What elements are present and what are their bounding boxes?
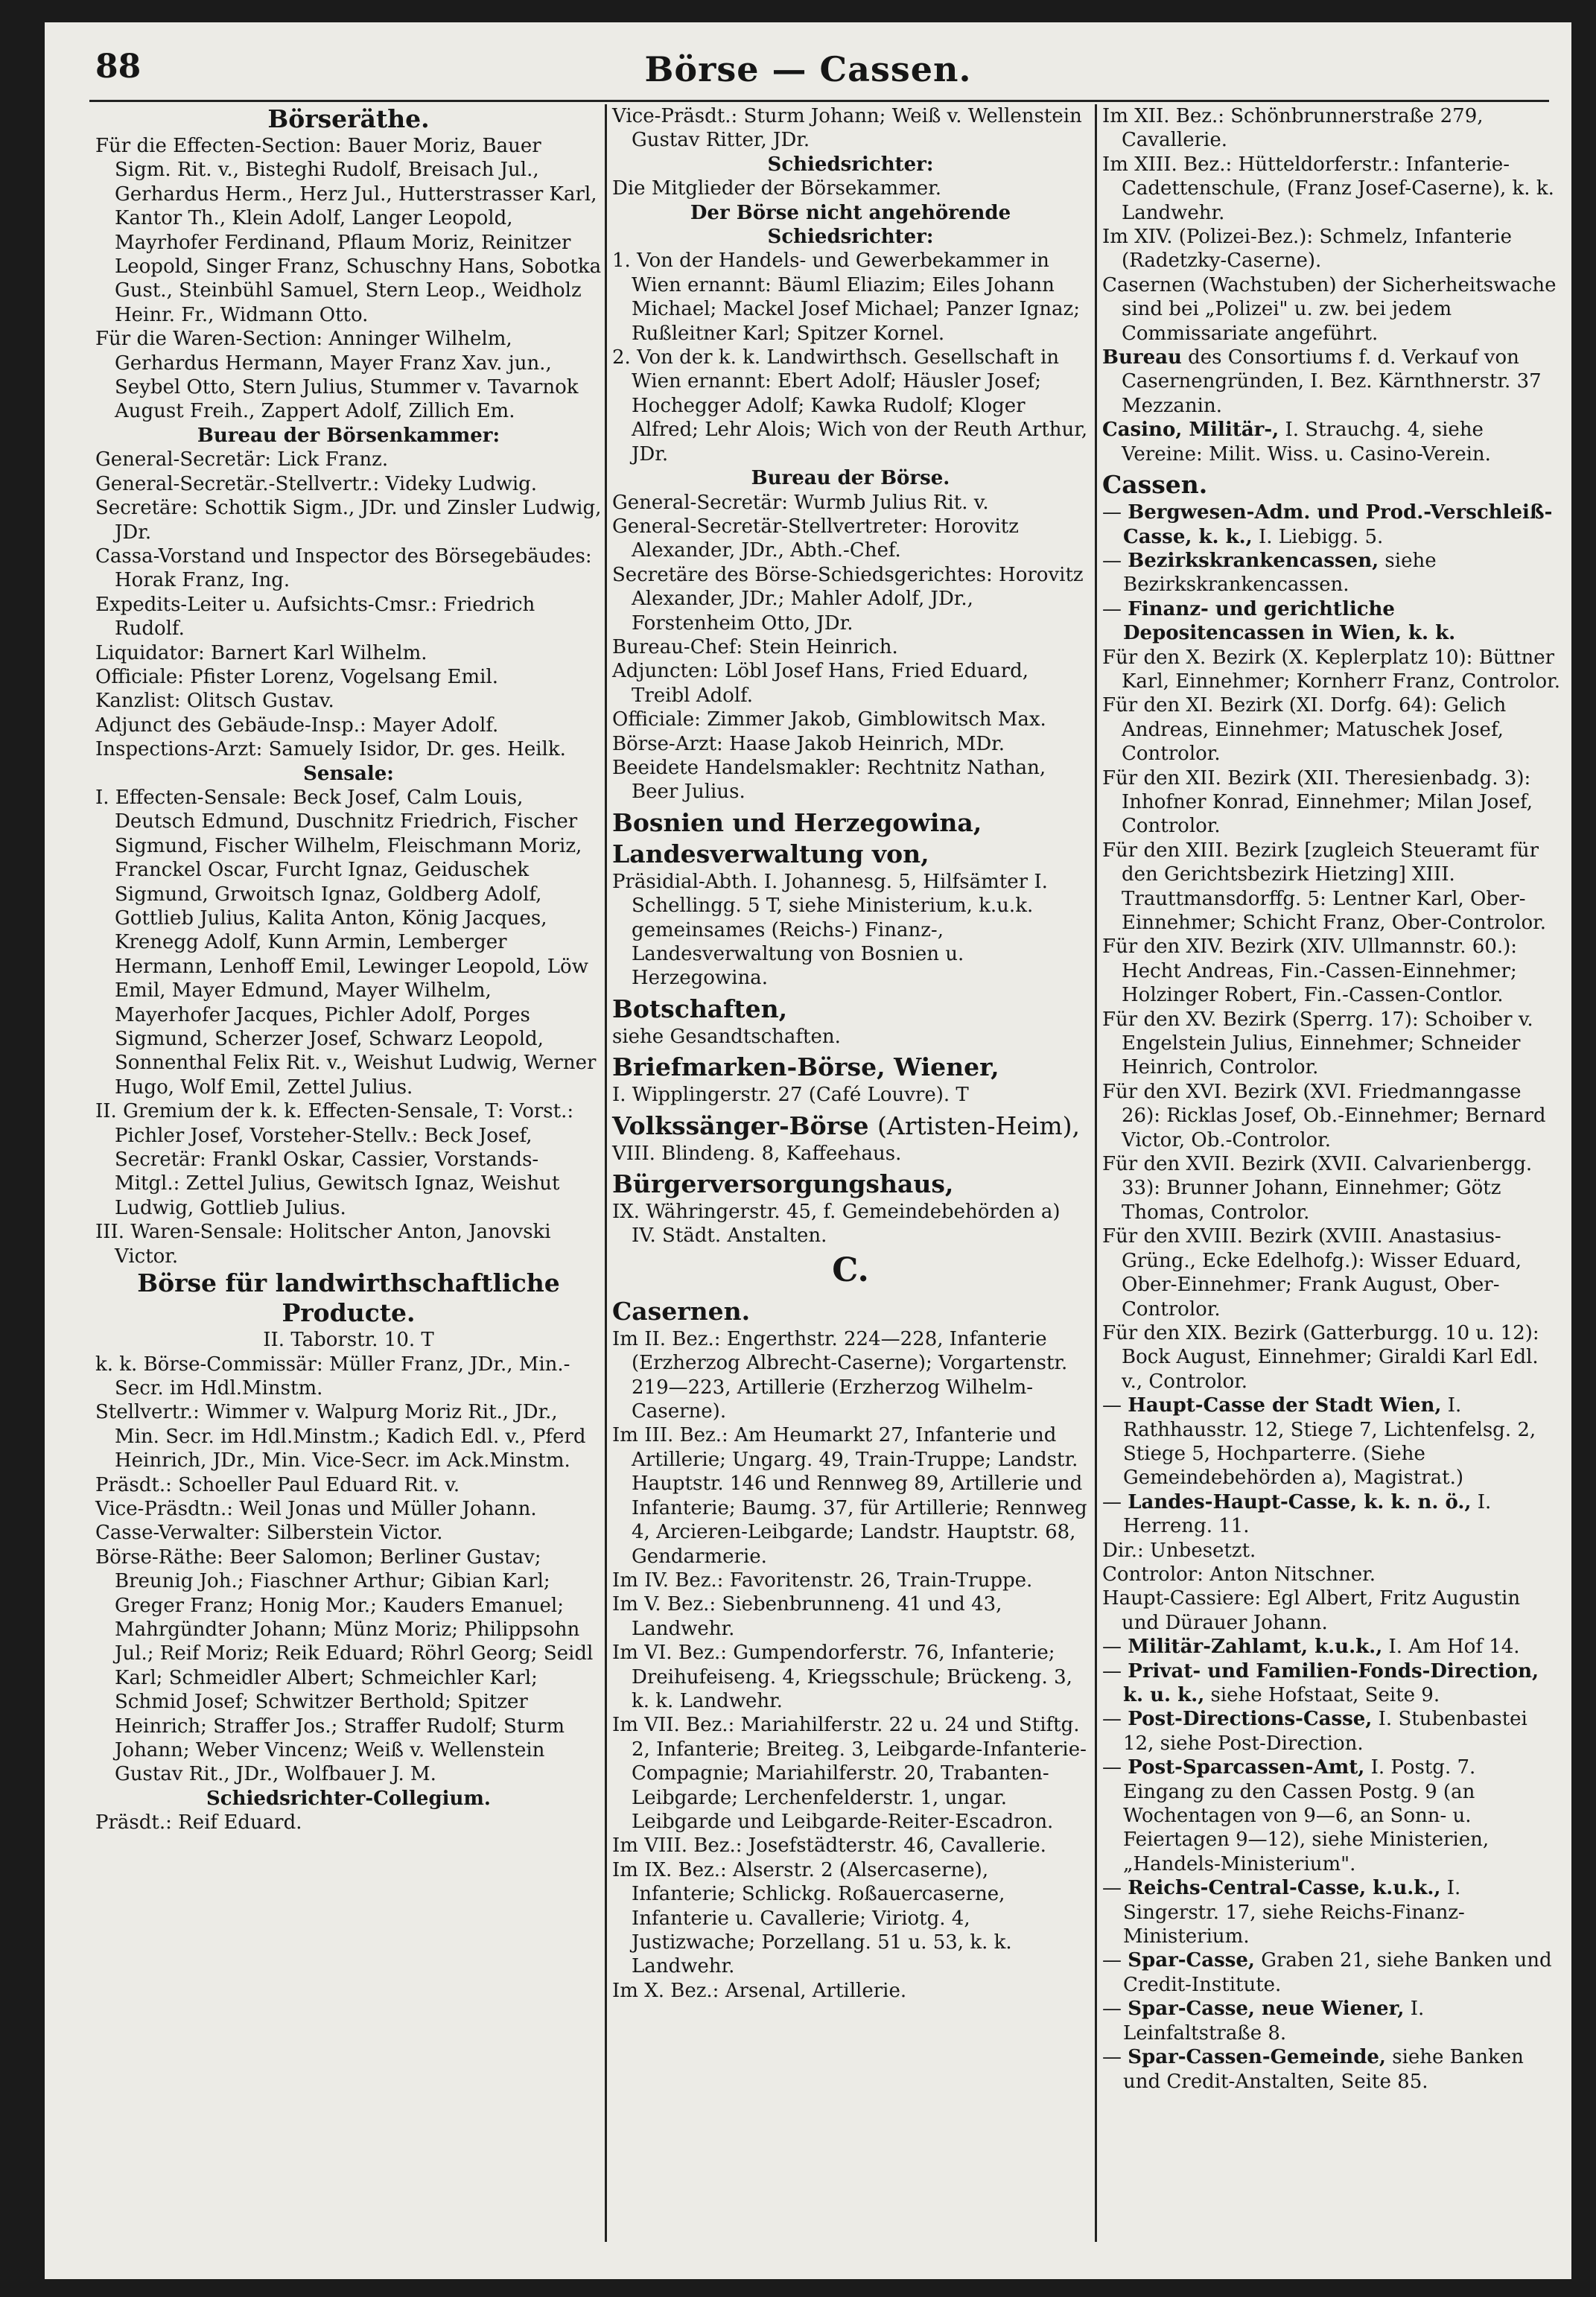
entry: Officiale: Zimmer Jakob, Gimblowitsch Max. <box>612 708 1046 731</box>
section-heading: Börse für landwirthschaftliche Producte. <box>137 1268 560 1328</box>
entry <box>1102 1490 1562 1539</box>
entry: siehe Gesandtschaften. <box>612 1025 841 1048</box>
entry: Für den XVI. Bezirk (XVI. Friedmanngasse 26): Ricklas Josef, Ob.-Einnehmer; Bernard Victor, Ob.-Controlor. <box>1102 1080 1546 1151</box>
heading-lead: Volkssänger-Börse <box>612 1111 869 1140</box>
entry <box>1102 501 1562 549</box>
entry: Casse-Verwalter: Silberstein Victor. <box>95 1522 443 1545</box>
entry-text: des Consortiums f. d. Verkauf von Casernengründen, I. Bez. Kärnthnerstr. 37 Mezzanin. <box>1122 346 1542 417</box>
entry: Präsdt.: Schoeller Paul Eduard Rit. v. <box>95 1473 460 1496</box>
entry: Stellvertr.: Wimmer v. Walpurg Moriz Rit., JDr., Min. Secr. im Hdl.Minstm.; Kadich Edl. v., Pferd Heinrich, JDr., Min. Vice-Secr. im Ack.Minstm. <box>95 1401 586 1472</box>
entry: General-Secretär: Lick Franz. <box>95 448 389 471</box>
entry: Casernen (Wachstuben) der Sicherheitswache sind bei „Polizei" u. zw. bei jedem Commissariate angeführt. <box>1102 273 1557 345</box>
subsection-heading: Bureau der Börse. <box>751 467 950 490</box>
entry-text: I. Postg. 7. Eingang zu den Cassen Postg. 9 (an Wochentagen von 9—6, an Sonn- u. Feiertagen 9—12), siehe Ministerien, „Handels-Ministerium". <box>1123 1756 1490 1875</box>
section-heading <box>612 1111 1089 1142</box>
entry: Inspections-Arzt: Samuely Isidor, Dr. ges. Heilk. <box>95 738 566 761</box>
entry: I. Effecten-Sensale: Beck Josef, Calm Louis, Deutsch Edmund, Duschnitz Friedrich, Fischer Sigmund, Fischer Wilhelm, Fleischmann Moriz, Franckel Oscar, Furcht Ignaz, Geiduschek Sigmund, Grwoitsch Ignaz, Goldberg Adolf, Gottlieb Julius, Kalita Anton, König Jacques, Krenegg Adolf, Kunn Armin, Lemberger Hermann, Lenhoff Emil, Lewinger Leopold, Löw Emil, Mayer Edmund, Mayer Wilhelm, Mayerhofer Jacques, Pichler Adolf, Porges Sigmund, Scherzer Josef, Schwarz Leopold, Sonnenthal Felix Rit. v., Weishut Ludwig, Werner Hugo, Wolf Emil, Zettel Julius. <box>95 786 597 1099</box>
entry: Für den XII. Bezirk (XII. Theresienbadg. 3): Inhofner Konrad, Einnehmer; Milan Josef, Controlor. <box>1102 766 1533 838</box>
entry: Für den XIII. Bezirk [zugleich Steueramt für den Gerichtsbezirk Hietzing] XIII. Trauttmansdorffg. 5: Lentner Karl, Ober-Einnehmer; Schicht Franz, Ober-Controlor. <box>1102 839 1546 934</box>
entry <box>1102 1997 1562 2045</box>
subsection-heading: Bureau der Börsenkammer: <box>197 424 500 447</box>
entry: Im X. Bez.: Arsenal, Artillerie. <box>612 1979 907 2002</box>
entry: Liquidator: Barnert Karl Wilhelm. <box>95 641 427 664</box>
entry: Expedits-Leiter u. Aufsichts-Cmsr.: Friedrich Rudolf. <box>95 593 535 641</box>
entry: I. Wipplingerstr. 27 (Café Louvre). T <box>612 1084 969 1107</box>
section-heading: Casernen. <box>612 1296 751 1326</box>
entry-lead: Landes-Haupt-Casse, k. k. n. ö., <box>1128 1490 1472 1513</box>
page <box>45 22 1571 2279</box>
subsection-heading: Schiedsrichter-Collegium. <box>206 1787 491 1810</box>
entry: General-Secretär.-Stellvertr.: Videky Ludwig. <box>95 472 538 495</box>
entry-lead: Finanz- und gerichtliche Depositencassen in Wien, k. k. <box>1123 597 1456 645</box>
entry-text: siehe Hofstaat, Seite 9. <box>1210 1684 1440 1706</box>
entry: k. k. Börse-Commissär: Müller Franz, JDr., Min.-Secr. im Hdl.Minstm. <box>95 1353 570 1400</box>
entry: Im XIII. Bez.: Hütteldorferstr.: Infanterie-Cadettenschule, (Franz Josef-Caserne), k. k. Landwehr. <box>1102 153 1554 224</box>
entry: Adjuncten: Löbl Josef Hans, Fried Eduard, Treibl Adolf. <box>612 660 1029 707</box>
entry <box>1102 549 1562 597</box>
entry: Im XII. Bez.: Schönbrunnerstraße 279, Cavallerie. <box>1102 105 1484 152</box>
entry-text: I. Singerstr. 17, siehe Reichs-Finanz-Ministerium. <box>1123 1877 1465 1948</box>
entry: Officiale: Pfister Lorenz, Vogelsang Emil. <box>95 665 499 688</box>
right-column <box>1102 104 1562 2094</box>
entry: Die Mitglieder der Börsekammer. <box>612 177 942 200</box>
entry: 1. Von der Handels- und Gewerbekammer in Wien ernannt: Bäuml Eliazim; Eiles Johann Michael; Mackel Josef Michael; Panzer Ignaz; Rußleitner Karl; Spitzer Kornel. <box>612 250 1081 345</box>
entry: II. Gremium der k. k. Effecten-Sensale, T: Vorst.: Pichler Josef, Vorsteher-Stellv.: Beck Josef, Secretär: Frankl Oskar, Cassier, Vorstands-Mitgl.: Zettel Julius, Gewitsch Ignaz, Weishut Ludwig, Gottlieb Julius. <box>95 1100 574 1219</box>
section-heading: Bürgerversorgungshaus, <box>612 1169 954 1199</box>
entry: Für den XVII. Bezirk (XVII. Calvarienbergg. 33): Brunner Johann, Einnehmer; Götz Thomas, Controlor. <box>1102 1153 1533 1224</box>
entry-text: I. Rathhausstr. 12, Stiege 7, Lichtenfelsg. 2, Stiege 5, Hochparterre. (Siehe Gemeindebehörden a), Magistrat.) <box>1123 1394 1536 1490</box>
entry: Im II. Bez.: Engerthstr. 224—228, Infanterie (Erzherzog Albrecht-Caserne); Vorgartenstr. 219—223, Artillerie (Erzherzog Wilhelm-Caserne). <box>612 1327 1068 1423</box>
page-number: 88 <box>95 48 142 86</box>
entry: Cassa-Vorstand und Inspector des Börsegebäudes: Horak Franz, Ing. <box>95 544 592 592</box>
entry: Im VI. Bez.: Gumpendorferstr. 76, Infanterie; Dreihufeiseng. 4, Kriegsschule; Brückeng. 3, k. k. Landwehr. <box>612 1642 1072 1712</box>
entry-text: siehe Banken und Credit-Anstalten, Seite 85. <box>1123 2046 1524 2093</box>
entry-text: I. Stubenbastei 12, siehe Post-Direction. <box>1123 1708 1527 1755</box>
entry-text: I. Liebigg. 5. <box>1258 525 1384 548</box>
subsection-heading: Sensale: <box>303 762 394 785</box>
entry: Secretäre: Schottik Sigm., JDr. und Zinsler Ludwig, JDr. <box>95 497 602 544</box>
entry: Dir.: Unbesetzt. <box>1102 1539 1256 1562</box>
entry: Vice-Präsdtn.: Weil Jonas und Müller Johann. <box>95 1497 537 1520</box>
entry: Präsidial-Abth. I. Johannesg. 5, Hilfsämter I. Schellingg. 5 T, siehe Ministerium, k.u.k. gemeinsames (Reichs-) Finanz-, Landesverwaltung von Bosnien u. Herzegowina. <box>612 870 1048 990</box>
entry: General-Secretär-Stellvertreter: Horovitz Alexander, JDr., Abth.-Chef. <box>612 515 1019 562</box>
entry <box>1102 1635 1562 1659</box>
entry-lead: Bureau <box>1102 346 1182 369</box>
address: II. Taborstr. 10. T <box>263 1329 434 1352</box>
entry-lead: Reichs-Central-Casse, k.u.k., <box>1128 1877 1441 1900</box>
entry: Für den X. Bezirk (X. Keplerplatz 10): Büttner Karl, Einnehmer; Kornherr Franz, Controlor. <box>1102 646 1560 693</box>
entry <box>1102 1659 1562 1708</box>
entry: Adjunct des Gebäude-Insp.: Mayer Adolf. <box>95 714 499 737</box>
section-heading: Botschaften, <box>612 994 788 1023</box>
entry: III. Waren-Sensale: Holitscher Anton, Janovski Victor. <box>95 1221 551 1268</box>
entry-lead: Spar-Casse, <box>1128 1949 1255 1972</box>
entry <box>1102 418 1562 466</box>
middle-column <box>612 104 1089 2003</box>
entry-text: I. Leinfaltstraße 8. <box>1123 1998 1425 2045</box>
entry: Für den XIX. Bezirk (Gatterburgg. 10 u. 12): Bock August, Einnehmer; Giraldi Karl Edl. v., Controlor. <box>1102 1321 1539 1393</box>
entry: Im IV. Bez.: Favoritenstr. 26, Train-Truppe. <box>612 1569 1033 1592</box>
entry: VIII. Blindeng. 8, Kaffeehaus. <box>612 1142 902 1165</box>
entry: Präsdt.: Reif Eduard. <box>95 1811 302 1834</box>
header-rule <box>89 100 1549 102</box>
column-divider-left <box>605 104 607 2242</box>
entry: Für den XI. Bezirk (XI. Dorfg. 64): Gelich Andreas, Einnehmer; Matuschek Josef, Controlor. <box>1102 694 1507 766</box>
entry <box>1102 1707 1562 1756</box>
entry-text: I. Am Hof 14. <box>1388 1636 1520 1659</box>
entry <box>1102 1876 1562 1948</box>
entry: Im III. Bez.: Am Heumarkt 27, Infanterie und Artillerie; Ungarg. 49, Train-Truppe; Landstr. Hauptstr. 146 und Rennweg 89, Artillerie und Infanterie; Baumg. 37, für Artillerie; Rennweg 4, Arcieren-Leibgarde; Landstr. Hauptstr. 68, Gendarmerie. <box>612 1424 1087 1568</box>
section-heading: Bosnien und Herzegowina, Landesverwaltung von, <box>612 807 982 868</box>
section-heading: Briefmarken-Börse, Wiener, <box>612 1052 999 1082</box>
entry: Vice-Präsdt.: Sturm Johann; Weiß v. Wellenstein Gustav Ritter, JDr. <box>612 105 1082 152</box>
subsection-heading: Der Börse nicht angehörende Schiedsrichter: <box>690 201 1011 249</box>
entry: Für den XIV. Bezirk (XIV. Ullmannstr. 60.): Hecht Andreas, Fin.-Cassen-Einnehmer; Holzinger Robert, Fin.-Cassen-Contlor. <box>1102 935 1518 1007</box>
entry: Im XIV. (Polizei-Bez.): Schmelz, Infanterie (Radetzky-Caserne). <box>1102 226 1512 273</box>
entry <box>1102 1948 1562 1997</box>
entry-lead: Spar-Cassen-Gemeinde, <box>1128 2046 1386 2069</box>
entry <box>1102 597 1562 646</box>
entry <box>1102 346 1562 418</box>
entry-text: I. Herreng. 11. <box>1123 1490 1492 1538</box>
entry: Für den XVIII. Bezirk (XVIII. Anastasius-Grüng., Ecke Edelhofg.): Wisser Eduard, Ober-Einnehmer; Frank August, Ober-Controlor. <box>1102 1225 1522 1321</box>
entry: Beeidete Handelsmakler: Rechtnitz Nathan, Beer Julius. <box>612 756 1046 804</box>
left-column <box>95 104 602 1835</box>
entry-lead: Haupt-Casse der Stadt Wien, <box>1128 1394 1442 1417</box>
section-heading: Cassen. <box>1102 470 1208 500</box>
entry: Haupt-Cassiere: Egl Albert, Fritz Augustin und Dürauer Johann. <box>1102 1587 1521 1634</box>
entry <box>1102 1394 1562 1490</box>
entry-text: siehe Bezirkskrankencassen. <box>1123 549 1437 597</box>
running-head: Börse — Cassen. <box>644 49 972 89</box>
entry: 2. Von der k. k. Landwirthsch. Gesellschaft in Wien ernannt: Ebert Adolf; Häusler Josef; Hochegger Adolf; Kawka Rudolf; Kloger Alfred; Lehr Alois; Wich von der Reuth Arthur, JDr. <box>612 346 1088 466</box>
entry-text: Graben 21, siehe Banken und Credit-Institute. <box>1123 1949 1552 1996</box>
entry: Für die Waren-Section: Anninger Wilhelm, Gerhardus Hermann, Mayer Franz Xav. jun., Seybel Otto, Stern Julius, Stummer v. Tavarnok August Freih., Zappert Adolf, Zillich Em. <box>95 328 579 423</box>
entry: Für die Effecten-Section: Bauer Moriz, Bauer Sigm. Rit. v., Bisteghi Rudolf, Breisach Jul., Gerhardus Herm., Herz Jul., Hutterstrasser Karl, Kantor Th., Klein Adolf, Langer Leopold, Mayrhofer Ferdinand, Pflaum Moriz, Reinitzer Leopold, Singer Franz, Schuschny Hans, Sobotka Gust., Steinbühl Samuel, Stern Leop., Weidholz Heinr. Fr., Widmann Otto. <box>95 135 602 326</box>
entry: Börse-Räthe: Beer Salomon; Berliner Gustav; Breunig Joh.; Fiaschner Arthur; Gibian Karl; Greger Franz; Honig Mor.; Kauders Emanuel; Mahrgündter Johann; Münz Moriz; Philippsohn Jul.; Reif Moriz; Reik Eduard; Röhrl Georg; Seidl Karl; Schmeidler Albert; Schmeichler Karl; Schmid Josef; Schwitzer Berthold; Spitzer Heinrich; Straffer Jos.; Straffer Rudolf; Sturm Johann; Weber Vincenz; Weiß v. Wellenstein Gustav Rit., JDr., Wolfbauer J. M. <box>95 1545 594 1786</box>
entry: Controlor: Anton Nitschner. <box>1102 1563 1376 1586</box>
entry: Börse-Arzt: Haase Jakob Heinrich, MDr. <box>612 732 1005 755</box>
entry: IX. Währingerstr. 45, f. Gemeindebehörden a) IV. Städt. Anstalten. <box>612 1201 1061 1248</box>
entry: Bureau-Chef: Stein Heinrich. <box>612 635 898 658</box>
entry: Für den XV. Bezirk (Sperrg. 17): Schoiber v. Engelstein Julius, Einnehmer; Schneider Heinrich, Controlor. <box>1102 1008 1533 1079</box>
entry: Im VII. Bez.: Mariahilferstr. 22 u. 24 und Stiftg. 2, Infanterie; Breiteg. 3, Leibgarde-Infanterie-Compagnie; Mariahilferstr. 20, Trabanten-Leibgarde; Lerchenfelderstr. 1, ungar. Leibgarde und Leibgarde-Reiter-Escadron. <box>612 1714 1087 1833</box>
entry: Im VIII. Bez.: Josefstädterstr. 46, Cavallerie. <box>612 1834 1046 1858</box>
entry-lead: Privat- und Familien-Fonds-Direction, k. u. k., <box>1123 1659 1539 1706</box>
entry: General-Secretär: Wurmb Julius Rit. v. <box>612 491 989 514</box>
heading-suffix: (Artisten-Heim), <box>877 1111 1080 1140</box>
entry-text: I. Strauchg. 4, siehe Vereine: Milit. Wiss. u. Casino-Verein. <box>1122 419 1491 466</box>
section-heading: Börseräthe. <box>267 104 430 133</box>
entry-lead: Casino, Militär-, <box>1102 419 1279 442</box>
entry: Im IX. Bez.: Alserstr. 2 (Alsercaserne), Infanterie; Schlickg. Roßauercaserne, Infanterie u. Cavallerie; Viriotg. 4, Justizwache; Porzellang. 51 u. 53, k. k. Landwehr. <box>612 1858 1012 1978</box>
entry-lead: Post-Directions-Casse, <box>1128 1708 1373 1731</box>
entry <box>1102 2045 1562 2094</box>
entry: Secretäre des Börse-Schiedsgerichtes: Horovitz Alexander, JDr.; Mahler Adolf, JDr., Forstenheim Otto, JDr. <box>612 563 1084 635</box>
entry-lead: Bezirkskrankencassen, <box>1128 549 1379 572</box>
column-divider-right <box>1095 104 1097 2242</box>
entry: Kanzlist: Olitsch Gustav. <box>95 690 334 713</box>
entry-lead: Post-Sparcassen-Amt, <box>1128 1756 1365 1779</box>
entry-lead: Militär-Zahlamt, k.u.k., <box>1128 1636 1383 1659</box>
letter-heading: C. <box>832 1251 869 1289</box>
entry-lead: Bergwesen-Adm. und Prod.-Verschleiß-Casse, k. k., <box>1123 501 1553 548</box>
subsection-heading: Schiedsrichter: <box>767 153 934 176</box>
entry <box>1102 1756 1562 1876</box>
entry: Im V. Bez.: Siebenbrunneng. 41 und 43, Landwehr. <box>612 1593 1002 1640</box>
entry-lead: Spar-Casse, neue Wiener, <box>1128 1998 1405 2021</box>
